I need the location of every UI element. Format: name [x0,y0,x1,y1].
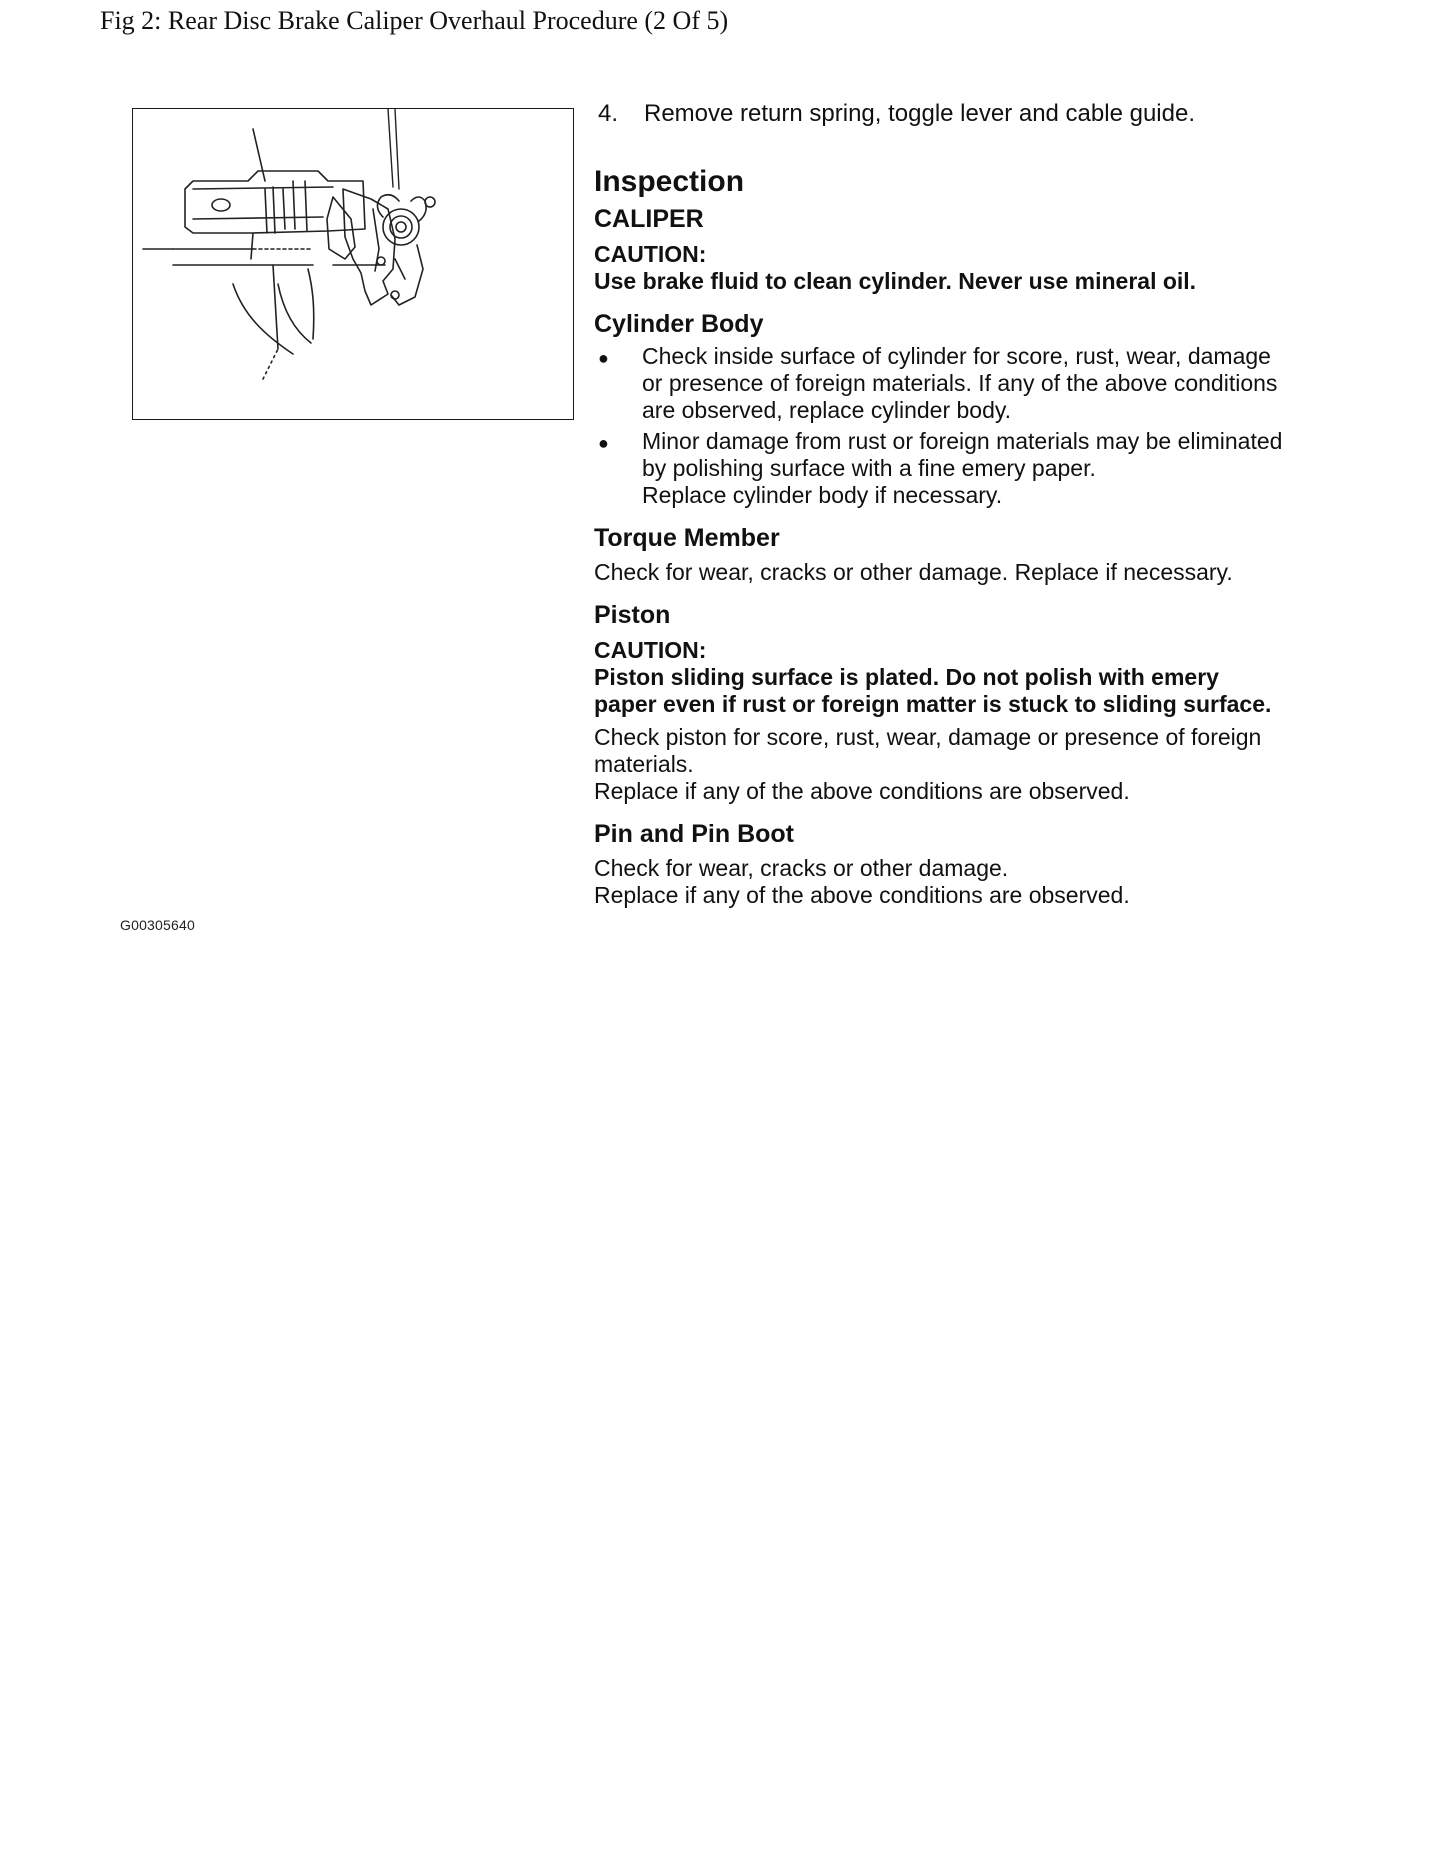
bullet-icon: ● [598,433,609,453]
torque-member-text: Check for wear, cracks or other damage. Replace if necessary. [594,559,1233,585]
step-text: Remove return spring, toggle lever and cable guide. [644,100,1195,127]
caliper-illustration [132,108,574,420]
caution-line: paper even if rust or foreign matter is stuck to sliding surface. [594,691,1272,717]
caliper-line-drawing [133,109,572,418]
figure-caption: Fig 2: Rear Disc Brake Caliper Overhaul Procedure (2 Of 5) [100,6,729,35]
section-heading-inspection: Inspection [594,165,745,198]
heading-pin-and-pin-boot: Pin and Pin Boot [594,820,794,848]
figure-id: G00305640 [120,917,195,933]
procedure-text [594,98,1334,909]
caution-line: Piston sliding surface is plated. Do not polish with emery [594,664,1219,690]
step-4 [594,98,1334,130]
bullet-line: or presence of foreign materials. If any of the above conditions [642,370,1278,396]
subheading-caliper: CALIPER [594,205,704,233]
bullet-line: Minor damage from rust or foreign materials may be eliminated [642,428,1283,454]
step-number: 4. [598,100,619,127]
text-line: Check piston for score, rust, wear, damage or presence of foreign [594,724,1262,750]
text-line: Replace if any of the above conditions are observed. [594,882,1130,908]
pin-boot-text [594,855,1334,909]
bullet-item [594,343,1334,424]
bullet-item [594,428,1334,509]
text-line: Replace if any of the above conditions are observed. [594,778,1130,804]
heading-torque-member: Torque Member [594,524,780,552]
heading-piston: Piston [594,601,671,629]
bullet-icon: ● [598,348,609,368]
cylinder-body-bullets [594,343,1334,509]
caution-text: Use brake fluid to clean cylinder. Never use mineral oil. [594,268,1197,294]
bullet-line: are observed, replace cylinder body. [642,397,1012,423]
bullet-line: Replace cylinder body if necessary. [642,482,1003,508]
caution-label: CAUTION: [594,241,707,267]
piston-text [594,724,1334,805]
piston-caution-label: CAUTION: [594,637,707,663]
text-line: Check for wear, cracks or other damage. [594,855,1009,881]
text-line: materials. [594,751,694,777]
piston-caution-text [594,664,1334,718]
bullet-line: by polishing surface with a fine emery paper. [642,455,1096,481]
bullet-line: Check inside surface of cylinder for score, rust, wear, damage [642,343,1271,369]
heading-cylinder-body: Cylinder Body [594,310,764,338]
